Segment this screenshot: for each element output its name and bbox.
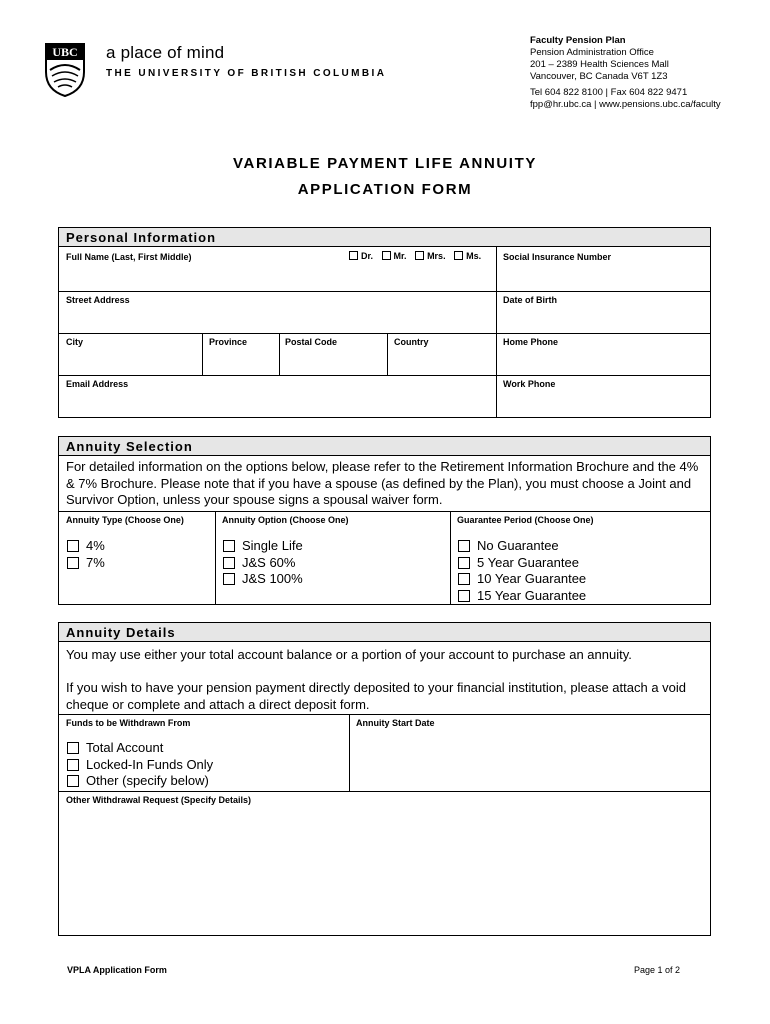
postal-code-field[interactable]: Postal Code	[285, 337, 338, 347]
js-100-checkbox[interactable]: J&S 100%	[223, 571, 303, 588]
title-ms-checkbox[interactable]: Ms.	[454, 251, 481, 261]
annuity-selection-section	[58, 436, 711, 605]
footer-form-name: VPLA Application Form	[67, 965, 167, 975]
plan-name: Faculty Pension Plan	[530, 35, 626, 46]
checkbox-icon	[67, 540, 79, 552]
home-phone-field[interactable]: Home Phone	[503, 337, 559, 347]
type-4-percent-checkbox[interactable]: 4%	[67, 538, 105, 555]
annuity-type-label: Annuity Type (Choose One)	[66, 515, 184, 525]
checkbox-icon	[382, 251, 391, 260]
checkbox-icon	[454, 251, 463, 260]
email-web: fpp@hr.ubc.ca | www.pensions.ubc.ca/faculty	[530, 99, 721, 110]
section-heading: Personal Information	[59, 228, 710, 247]
street-address-field[interactable]: Street Address	[66, 295, 130, 305]
funds-options	[67, 740, 213, 790]
single-life-checkbox[interactable]: Single Life	[223, 538, 303, 555]
section-heading: Annuity Selection	[59, 437, 710, 456]
checkbox-icon	[223, 557, 235, 569]
checkbox-icon	[67, 742, 79, 754]
tagline: a place of mind	[106, 43, 225, 62]
checkbox-icon	[458, 540, 470, 552]
sin-field[interactable]: Social Insurance Number	[503, 252, 612, 262]
locked-in-funds-checkbox[interactable]: Locked-In Funds Only	[67, 757, 213, 774]
other-funds-checkbox[interactable]: Other (specify below)	[67, 773, 213, 790]
phone-fax: Tel 604 822 8100 | Fax 604 822 9471	[530, 87, 688, 98]
annuity-start-date-field[interactable]: Annuity Start Date	[356, 718, 435, 728]
footer-page-number: Page 1 of 2	[634, 965, 681, 975]
title-mr-checkbox[interactable]: Mr.	[382, 251, 407, 261]
address-line-1: 201 – 2389 Health Sciences Mall	[530, 59, 669, 70]
checkbox-icon	[67, 759, 79, 771]
js-60-checkbox[interactable]: J&S 60%	[223, 555, 303, 572]
checkbox-icon	[458, 557, 470, 569]
form-title-line-2: APPLICATION FORM	[297, 181, 473, 198]
office-name: Pension Administration Office	[530, 47, 654, 58]
title-dr-checkbox[interactable]: Dr.	[349, 251, 373, 261]
title-checkboxes	[349, 251, 487, 261]
province-field[interactable]: Province	[209, 337, 248, 347]
university-name: THE UNIVERSITY OF BRITISH COLUMBIA	[106, 68, 387, 79]
ubc-logo	[44, 42, 86, 103]
date-of-birth-field[interactable]: Date of Birth	[503, 295, 557, 305]
personal-information-section	[58, 227, 711, 418]
section-heading: Annuity Details	[59, 623, 710, 642]
work-phone-field[interactable]: Work Phone	[503, 379, 556, 389]
details-paragraph-1: You may use either your total account balance or a portion of your account to purchase an annuity.	[66, 647, 632, 662]
type-7-percent-checkbox[interactable]: 7%	[67, 555, 105, 572]
annuity-type-options	[67, 538, 105, 571]
annuity-option-label: Annuity Option (Choose One)	[222, 515, 349, 525]
annuity-details-section	[58, 622, 711, 936]
15-year-guarantee-checkbox[interactable]: 15 Year Guarantee	[458, 588, 586, 605]
guarantee-period-label: Guarantee Period (Choose One)	[457, 515, 594, 525]
checkbox-icon	[415, 251, 424, 260]
funds-withdrawn-label: Funds to be Withdrawn From	[66, 718, 191, 728]
10-year-guarantee-checkbox[interactable]: 10 Year Guarantee	[458, 571, 586, 588]
checkbox-icon	[67, 557, 79, 569]
other-withdrawal-request-field[interactable]: Other Withdrawal Request (Specify Details)	[66, 795, 251, 805]
checkbox-icon	[458, 590, 470, 602]
guarantee-period-options	[458, 538, 586, 604]
checkbox-icon	[349, 251, 358, 260]
email-field[interactable]: Email Address	[66, 379, 129, 389]
country-field[interactable]: Country	[394, 337, 429, 347]
form-title-line-1: VARIABLE PAYMENT LIFE ANNUITY	[233, 155, 537, 172]
title-mrs-checkbox[interactable]: Mrs.	[415, 251, 446, 261]
city-field[interactable]: City	[66, 337, 84, 347]
no-guarantee-checkbox[interactable]: No Guarantee	[458, 538, 586, 555]
total-account-checkbox[interactable]: Total Account	[67, 740, 213, 757]
checkbox-icon	[223, 540, 235, 552]
checkbox-icon	[67, 775, 79, 787]
5-year-guarantee-checkbox[interactable]: 5 Year Guarantee	[458, 555, 586, 572]
full-name-field[interactable]: Full Name (Last, First Middle)	[66, 252, 192, 262]
checkbox-icon	[223, 573, 235, 585]
details-paragraph-2: If you wish to have your pension payment directly deposited to your financial institution, please attach a void cheque or complete and attach a direct deposit form.	[66, 680, 687, 712]
checkbox-icon	[458, 573, 470, 585]
logo-text: UBC	[52, 45, 78, 59]
address-line-2: Vancouver, BC Canada V6T 1Z3	[530, 71, 668, 82]
contact-block	[530, 35, 721, 111]
annuity-option-options	[223, 538, 303, 588]
selection-intro-text: For detailed information on the options below, please refer to the Retirement Information Brochure and the 4% & 7% Brochure. Please note that if you have a spouse (as defined by the Plan), you must choose a Joint and Survivor Option, unless your spouse signs a spousal waiver form.	[66, 459, 699, 507]
